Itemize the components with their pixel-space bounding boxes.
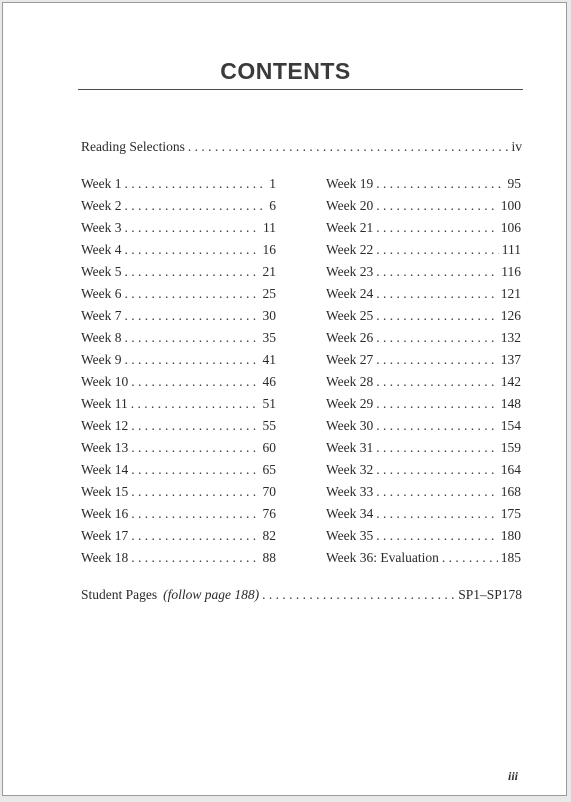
toc-entry-reading-selections[interactable]	[81, 138, 522, 156]
toc-leader-dots	[442, 549, 498, 567]
toc-leader-dots	[376, 263, 498, 281]
toc-entry-week-9[interactable]	[81, 351, 276, 369]
toc-entry-week-33[interactable]	[326, 483, 521, 501]
toc-entry-label: Week 15	[81, 484, 129, 499]
toc-entry-page: iv	[511, 139, 522, 154]
toc-entry-page: 106	[500, 220, 521, 235]
toc-entry-page: 175	[500, 506, 521, 521]
toc-entry-page: 168	[500, 484, 521, 499]
toc-entry-week-8[interactable]	[81, 329, 276, 347]
toc-entry-label: Week 9	[81, 352, 122, 367]
toc-entry-week-14[interactable]	[81, 461, 276, 479]
toc-entry-label: Week 24	[326, 286, 374, 301]
toc-entry-page: 70	[262, 484, 276, 499]
toc-entry-week-26[interactable]	[326, 329, 521, 347]
toc-entry-label: Week 31	[326, 440, 374, 455]
toc-entry-note: (follow page 188)	[163, 587, 260, 602]
toc-entry-page: 35	[262, 330, 276, 345]
toc-leader-dots	[376, 307, 497, 325]
toc-leader-dots	[376, 373, 497, 391]
toc-entry-week-31[interactable]	[326, 439, 521, 457]
toc-entry-page: 55	[262, 418, 276, 433]
toc-entry-week-15[interactable]	[81, 483, 276, 501]
toc-leader-dots	[376, 417, 497, 435]
toc-entry-label: Week 11	[81, 396, 128, 411]
toc-leader-dots	[376, 439, 497, 457]
toc-entry-label: Week 5	[81, 264, 122, 279]
toc-leader-dots	[262, 586, 455, 604]
toc-entry-week-11[interactable]	[81, 395, 276, 413]
toc-entry-page: 116	[501, 264, 521, 279]
document-page	[2, 2, 567, 796]
toc-entry-label: Week 16	[81, 506, 129, 521]
toc-entry-page: 100	[500, 198, 521, 213]
toc-entry-page: 148	[500, 396, 521, 411]
toc-entry-week-29[interactable]	[326, 395, 521, 413]
toc-entry-page: 6	[269, 198, 276, 213]
toc-entry-page: 137	[500, 352, 521, 367]
toc-entry-page: 1	[269, 176, 276, 191]
toc-entry-page: 11	[263, 220, 276, 235]
toc-entry-label: Week 4	[81, 242, 122, 257]
toc-entry-page: 82	[262, 528, 276, 543]
page-title: CONTENTS	[220, 58, 351, 84]
toc-entry-page: 154	[500, 418, 521, 433]
toc-entry-label: Week 8	[81, 330, 122, 345]
toc-leader-dots	[376, 351, 497, 369]
toc-leader-dots	[376, 285, 497, 303]
toc-entry-week-19[interactable]	[326, 175, 521, 193]
toc-entry-page: 159	[500, 440, 521, 455]
toc-leader-dots	[125, 263, 260, 281]
toc-entry-week-1[interactable]	[81, 175, 276, 193]
title-rule	[78, 89, 523, 90]
toc-entry-page: 41	[262, 352, 276, 367]
toc-leader-dots	[125, 329, 260, 347]
toc-entry-label: Week 32	[326, 462, 374, 477]
toc-entry-label: Week 12	[81, 418, 129, 433]
toc-entry-page: 25	[262, 286, 276, 301]
toc-entry-label: Week 35	[326, 528, 374, 543]
toc-leader-dots	[131, 483, 259, 501]
toc-leader-dots	[131, 439, 259, 457]
toc-entry-week-20[interactable]	[326, 197, 521, 215]
toc-entry-week-3[interactable]	[81, 219, 276, 237]
toc-leader-dots	[376, 461, 497, 479]
page-folio: iii	[507, 769, 518, 783]
toc-entry-label: Week 7	[81, 308, 122, 323]
toc-entry-student-pages[interactable]	[81, 586, 522, 604]
toc-entry-page: 126	[500, 308, 521, 323]
toc-entry-page: 60	[262, 440, 276, 455]
toc-entry-week-23[interactable]	[326, 263, 521, 281]
toc-entry-label: Week 27	[326, 352, 374, 367]
toc-leader-dots	[131, 527, 259, 545]
toc-entry-label: Week 3	[81, 220, 122, 235]
toc-entry-week-7[interactable]	[81, 307, 276, 325]
toc-entry-label: Week 18	[81, 550, 129, 565]
toc-entry-page: 88	[262, 550, 276, 565]
toc-leader-dots	[376, 505, 497, 523]
toc-leader-dots	[125, 219, 260, 237]
toc-entry-label: Week 25	[326, 308, 374, 323]
toc-entry-page: 121	[500, 286, 521, 301]
toc-entry-week-16[interactable]	[81, 505, 276, 523]
toc-entry-label: Week 21	[326, 220, 374, 235]
toc-entry-label: Week 17	[81, 528, 129, 543]
toc-leader-dots	[131, 505, 259, 523]
toc-entry-label: Week 13	[81, 440, 129, 455]
toc-entry-week-18[interactable]	[81, 549, 276, 567]
toc-leader-dots	[188, 138, 509, 156]
toc-entry-label: Week 33	[326, 484, 374, 499]
toc-entry-page: 180	[500, 528, 521, 543]
toc-leader-dots	[125, 351, 260, 369]
toc-entry-label: Week 26	[326, 330, 374, 345]
toc-entry-label: Week 14	[81, 462, 129, 477]
toc-entry-week-30[interactable]	[326, 417, 521, 435]
toc-leader-dots	[131, 395, 260, 413]
toc-entry-page: 185	[500, 550, 521, 565]
toc-entry-week-35[interactable]	[326, 527, 521, 545]
toc-entry-week-28[interactable]	[326, 373, 521, 391]
toc-entry-week-21[interactable]	[326, 219, 521, 237]
toc-entry-label: Week 34	[326, 506, 374, 521]
toc-entry-week-4[interactable]	[81, 241, 276, 259]
toc-entry-week-34[interactable]	[326, 505, 521, 523]
toc-entry-label: Week 2	[81, 198, 122, 213]
toc-leader-dots	[131, 373, 259, 391]
toc-entry-week-2[interactable]	[81, 197, 276, 215]
toc-leader-dots	[376, 395, 497, 413]
toc-entry-week-12[interactable]	[81, 417, 276, 435]
toc-entry-week-6[interactable]	[81, 285, 276, 303]
toc-entry-label: Reading Selections	[81, 139, 185, 154]
toc-entry-page: 30	[262, 308, 276, 323]
toc-leader-dots	[125, 197, 267, 215]
toc-entry-page: SP1–SP178	[458, 587, 522, 602]
toc-leader-dots	[131, 549, 259, 567]
toc-entry-label: Week 28	[326, 374, 374, 389]
toc-entry-label: Week 20	[326, 198, 374, 213]
toc-leader-dots	[131, 461, 259, 479]
toc-entry-page: 51	[262, 396, 276, 411]
toc-entry-label: Week 22	[326, 242, 374, 257]
toc-leader-dots	[125, 285, 260, 303]
toc-entry-label: Week 23	[326, 264, 374, 279]
toc-entry-label: Week 36: Evaluation	[326, 550, 439, 565]
toc-entry-page: 16	[262, 242, 276, 257]
toc-leader-dots	[125, 307, 260, 325]
toc-leader-dots	[376, 483, 497, 501]
toc-entry-week-24[interactable]	[326, 285, 521, 303]
toc-leader-dots	[131, 417, 259, 435]
toc-leader-dots	[376, 329, 497, 347]
toc-entry-label: Week 1	[81, 176, 122, 191]
toc-entry-label: Student Pages	[81, 587, 158, 602]
toc-leader-dots	[376, 219, 497, 237]
toc-entry-week-5[interactable]	[81, 263, 276, 281]
toc-entry-week-32[interactable]	[326, 461, 521, 479]
toc-entry-week-36[interactable]	[326, 549, 521, 567]
toc-entry-week-25[interactable]	[326, 307, 521, 325]
toc-entry-label: Week 6	[81, 286, 122, 301]
toc-entry-week-22[interactable]	[326, 241, 521, 259]
toc-leader-dots	[376, 527, 497, 545]
toc-leader-dots	[125, 241, 260, 259]
toc-entry-label: Week 29	[326, 396, 374, 411]
toc-entry-page: 76	[262, 506, 276, 521]
toc-entry-page: 111	[501, 242, 521, 257]
toc-entry-page: 21	[262, 264, 276, 279]
toc-entry-page: 132	[500, 330, 521, 345]
toc-entry-week-17[interactable]	[81, 527, 276, 545]
toc-entry-label: Week 30	[326, 418, 374, 433]
toc-entry-label: Week 19	[326, 176, 374, 191]
toc-entry-page: 46	[262, 374, 276, 389]
toc-entry-week-13[interactable]	[81, 439, 276, 457]
toc-leader-dots	[376, 175, 504, 193]
toc-entry-page: 65	[262, 462, 276, 477]
toc-entry-week-27[interactable]	[326, 351, 521, 369]
toc-leader-dots	[376, 197, 497, 215]
toc-leader-dots	[376, 241, 498, 259]
toc-entry-page: 164	[500, 462, 521, 477]
toc-entry-page: 142	[500, 374, 521, 389]
toc-leader-dots	[125, 175, 267, 193]
toc-entry-week-10[interactable]	[81, 373, 276, 391]
toc-entry-label: Week 10	[81, 374, 129, 389]
toc-entry-page: 95	[507, 176, 521, 191]
